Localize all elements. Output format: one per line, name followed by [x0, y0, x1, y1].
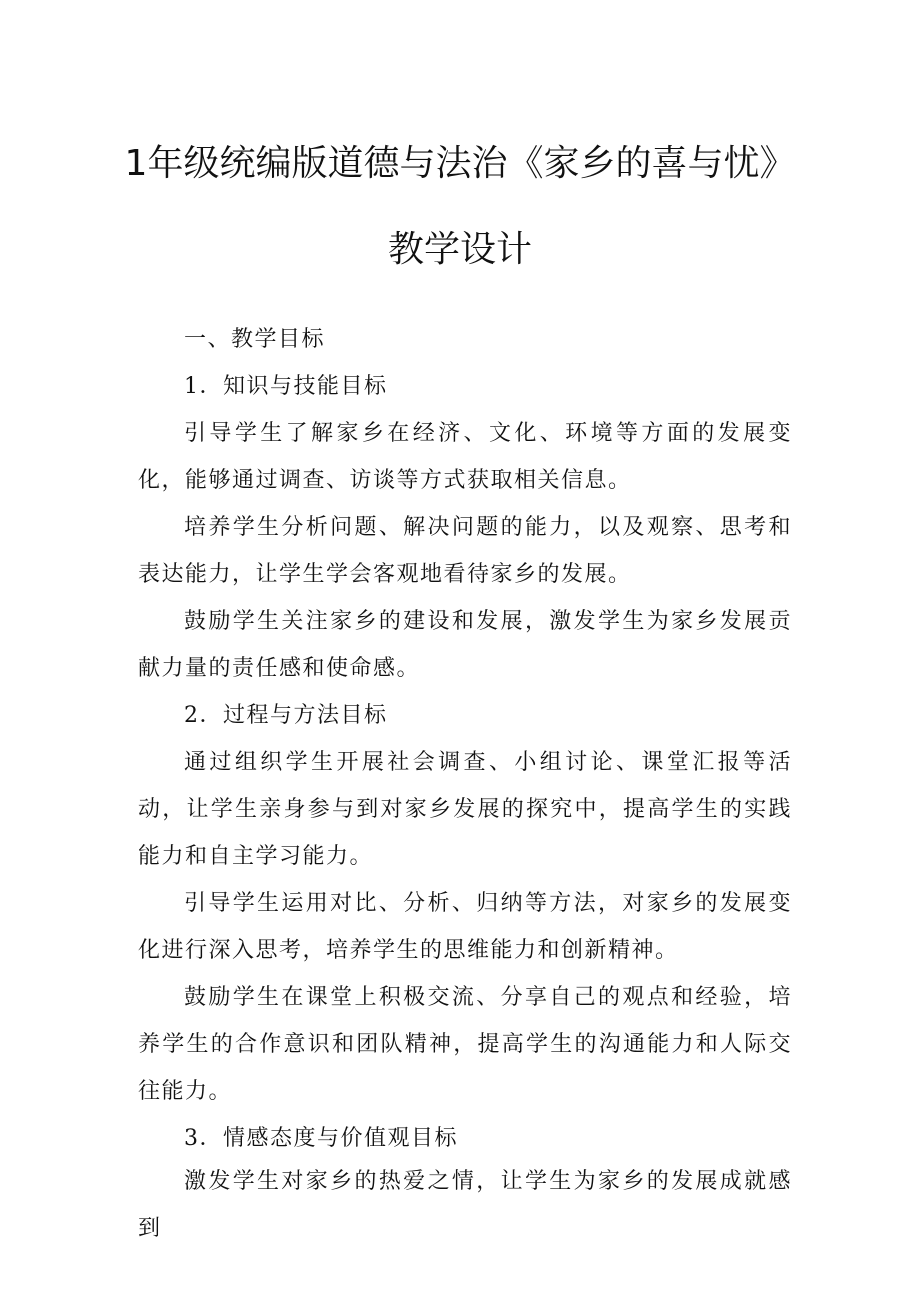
- subheading-knowledge-skills: 1．知识与技能目标: [184, 374, 388, 399]
- document-title-line-1: 1年级统编版道德与法治《家乡的喜与忧》: [124, 143, 796, 184]
- subheading-process-methods: 2．过程与方法目标: [184, 703, 388, 728]
- paragraph: 激发学生对家乡的热爱之情，让学生为家乡的发展成就感到: [138, 1169, 792, 1241]
- paragraph: 鼓励学生在课堂上积极交流、分享自己的观点和经验，培养学生的合作意识和团队精神，提高学生的沟通能力和人际交往能力。: [138, 985, 792, 1104]
- document-title-line-2: 教学设计: [387, 229, 532, 270]
- section-heading-teaching-goals: 一、教学目标: [184, 327, 326, 352]
- document-body: [138, 316, 792, 1252]
- paragraph: 引导学生了解家乡在经济、文化、环境等方面的发展变化，能够通过调查、访谈等方式获取相关信息。: [138, 421, 792, 493]
- paragraph: 引导学生运用对比、分析、归纳等方法，对家乡的发展变化进行深入思考，培养学生的思维能力和创新精神。: [138, 891, 792, 963]
- subheading-emotion-values: 3．情感态度与价值观目标: [184, 1126, 458, 1151]
- paragraph: 培养学生分析问题、解决问题的能力，以及观察、思考和表达能力，让学生学会客观地看待家乡的发展。: [138, 515, 792, 587]
- paragraph: 鼓励学生关注家乡的建设和发展，激发学生为家乡发展贡献力量的责任感和使命感。: [138, 609, 792, 681]
- paragraph: 通过组织学生开展社会调查、小组讨论、课堂汇报等活动，让学生亲身参与到对家乡发展的探究中，提高学生的实践能力和自主学习能力。: [138, 750, 792, 869]
